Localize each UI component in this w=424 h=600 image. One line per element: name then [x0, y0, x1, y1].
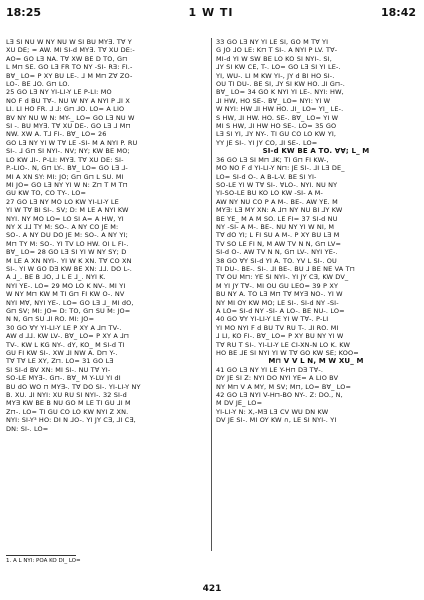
text-line: G⊓ SV; MI: JO= D: TO, G⊓ SU M: JO= [6, 307, 131, 315]
text-line: 42 GO LƎ NYI V-H⊓-BO NY-. Z: DO., N, [216, 391, 343, 400]
text-line: M DV JE_ LO= [216, 399, 263, 408]
text-line: 27 GO LƎ NY MO LO KW YI-LI-Y LE [6, 197, 119, 206]
page-number: 421 [202, 584, 222, 594]
text-line: NO F d BU T∀-. NU W NY A NYI P ⅃I X [6, 96, 130, 105]
text-line: LO-. BE ⅃O. G⊓ LO. [6, 80, 70, 89]
text-line: N N, G⊓ SU ⅃I RO. MI: JO= [6, 315, 95, 324]
text-line: AW d ⅃⅃. KW LV-. B∀_ LO= P XY A ⅃⊓ [6, 332, 130, 341]
text-line: DN: SI-. LO= [6, 424, 49, 433]
text-line: BV NY NU W N: MY-_ LO= GO LƎ NU W [6, 113, 135, 122]
text-line: A LO= SI-d NY -SI- A LO-. BE NU-. LO= [216, 307, 345, 315]
text-line: LO KW ⅃I-. P-LI: MY∃. T∀ XU DE: SI- [6, 155, 124, 164]
text-line: ⅃I HW, HO SE-. B∀_ LO= NYI: YI W [216, 96, 331, 105]
text-line: B∀_ LO= 34 GO K NYI YI LE-. NYI: HW, [216, 88, 344, 97]
text-line: GO LƎ NY YI W T∀ LE -SI- M A NYI P. RU [6, 138, 138, 147]
text-line: SO-. A NY DU DO JE M: SO-. A NY YI; [6, 231, 128, 240]
left-column [6, 38, 206, 551]
header-verse-range-end: 18:42 [380, 6, 416, 19]
text-line: T∀ RU T SI-. YI-LI-Y LE CI-XN-N LO K. KW [216, 340, 351, 349]
text-line: MO NO F d YI-LI-Y N⊓: JE SI-. ⅃I LƎ DE_ [216, 164, 345, 173]
text-line: YI W T∀ BI SI-. SV; D: M LE A NYI KW [6, 206, 129, 215]
column-divider [211, 38, 212, 551]
text-line: AO= GO LƎ NA. T∀ XW BE D TO, G⊓ [6, 54, 128, 63]
text-line: NY X ⅃⅃ TY M: SO-. A NY CO JE M: [6, 222, 119, 231]
running-header [6, 6, 416, 20]
text-line: YI MO NYI F d BU TV RU T-. ⅃I RO. MI [216, 323, 339, 332]
text-line: MY∃ KW BE B NU GO M LE TI GU ⅃I M [6, 399, 131, 408]
text-line: M⊓ TY M: SO-. YI TV LO HW. OI L FI-. [6, 239, 129, 248]
text-line: SI SI-d BV XN: MI SI-. NU T∀ YI- [6, 365, 111, 374]
text-line: Z⊓-. LO= TI GU CO LO KW NYI Z XN. [6, 407, 129, 416]
text-line: XU DE; ≈ AW. MI SI-d MY∃. T∀ XU DE:- [6, 46, 135, 55]
right-column [216, 38, 416, 551]
text-line: SO-LE MY∃-. G⊓-. B∀_ M Y-LU YI dI [6, 374, 121, 383]
text-line: L M⊓ SE. GO LƎ FR TO NY -SI- RƎ: FI.- [6, 63, 133, 72]
text-line: 25 GO LƎ NY YI-LI-Y LE P-LI: MO [6, 88, 112, 97]
text-line: LO= SI-d O-. A B-L-V. BE SI YI- [216, 172, 317, 181]
text-line: GU FI KW SI-. XW ⅃I NW A. D⊓ Y-. [6, 349, 118, 358]
text-line: DV JE SI-. MI OY KW ∩, LE SI NYI-. YI [216, 416, 337, 425]
text-line: 36 GO LƎ SI M⊓ ⅃K; TI G⊓ FI KW-, [216, 155, 329, 164]
text-line: MI A XN SY: MI: JO; G⊓ G⊓ L SU. MI [6, 172, 124, 181]
text-line: T∀ T∀ LE XY, Z⊓. LO= 31 GO LƎ [6, 357, 114, 366]
text-line: NY M⊓ V A MY, M SV; M⊓, LO= B∀_ LO= [216, 382, 352, 391]
text-line: S HW, ⅃I HW. HO. SE-. B∀_ LO= YI W [216, 113, 339, 122]
text-line: NY -SI- A M-. BE-. NU NY YI W NI, M [216, 222, 335, 231]
text-line: MI S HW, ⅃I HW HO SE-. LO= 35 GO [216, 122, 337, 131]
text-line: B∀_ LO= 28 GO LƎ SI YI W NY SY; D [6, 248, 127, 257]
text-line: NYI M∀, NYI YE-. LO= GO LƎ ⅃_ MI dO, [6, 298, 134, 307]
text-line: AW NY NU CO P A M-. BE-. AW YE. M [216, 197, 338, 206]
text-line: W NYI: HW ⅃I HW HO. ⅃I_ LO= YI_ LE-. [216, 105, 344, 114]
text-line: LƎ SI NU W NY NU W SI BU MY∃. T∀ Y [6, 38, 132, 46]
text-line: SI-d O-. AW TV N N, G⊓ LV-. NYI YE-. [216, 248, 338, 257]
text-line: TV SO LE FI N, M AW TV N N, G⊓ LV= [216, 239, 342, 248]
text-line: GU KW TO, CO TY-. LO= [6, 189, 87, 198]
header-verse-range-start: 18:25 [6, 6, 42, 19]
text-line: HO BE ⅃E SI NYI YI W T∀ GO KW SE; KOO= [216, 349, 359, 358]
text-line: YI-LI-Y N: X,-MƎ LƎ CV WU DN KW [216, 407, 329, 416]
text-line: 40 GO ∀Y YI-LI-Y LE YI W T∀-. P-LI [216, 315, 329, 324]
section-heading: M⊓ V V L N, M W XU_ M [268, 357, 364, 366]
header-book-title: 1 W TI [188, 6, 234, 19]
text-line: G JO ⅃O LE: K⊓ T SI-. A NYI P LV. T∀- [216, 46, 338, 55]
text-line: SO-LE YI W T∀ SI-. ∀LO-. NYI. NU NY [216, 180, 338, 189]
text-line: YI-SO-LE BU KO LO KW -SI- A M- [216, 189, 324, 198]
text-line: T∀ dO YI; L FI SU A M-. P XY BU LƎ M [216, 231, 340, 240]
text-line: YI, WU-. LI M KW YI-, JY d BI HO SI-. [216, 71, 335, 80]
text-line: OU TI DU-. BE SI, ⅃Y SI KW HO. ⅃I G⊓-. [216, 80, 345, 89]
text-line: M YI JY T∀-. MI OU GU LEO= 39 P XY [216, 281, 339, 290]
text-line: 38 GO ∀Y SI-d YI A. TO. YV L SI-. OU [216, 256, 337, 265]
text-line: M LE A XN NYI-. YI W K XN. T∀ CO XN [6, 256, 132, 265]
text-line: SI-. ⅃ G⊓ SI NYI-. NV; NY; KW BE MO; [6, 147, 130, 156]
text-line: TI DU-. BE-. SI-. ⅃I BE-. BU ⅃ BE NE VA T⊓ [216, 264, 355, 273]
text-columns [6, 38, 416, 551]
text-line: 41 GO LƎ NY YI LE Y-H⊓ DƎ T∀-. [216, 365, 324, 374]
text-line: 30 GO ∀Y YI-LI-Y LE P XY A ⅃⊓ TV-. [6, 323, 122, 332]
text-line: SI-. YI W GO DƎ KW BE XN: ⅃⅃. DO L-. [6, 264, 132, 273]
footnote: 1. A L NYI: POA KO DI_ LO= [6, 558, 81, 564]
text-line: NYI: SI-Y³ HO: DI N ⅃O-. YI JY C∃, ⅃I C∃, [6, 416, 136, 425]
text-line: SI -. BU MY∃. T∀ XU DE-. GO LƎ ⅃ M⊓ [6, 122, 131, 131]
text-line: NY MI OY KW MO; LE SI-. SI-d NY -SI- [216, 298, 339, 307]
text-line: NYI. NY MO LO= LO SI A= A HW, YI [6, 214, 124, 223]
text-line: MY∃: LƎ MY XN: A ⅃⊓ NY NU BI ⅃Y KW [216, 206, 343, 215]
text-line: P.-LIO-. N, G⊓ LY-. B∀_ LO= GO LƎ ⅃- [6, 164, 128, 173]
text-line: ⅃ LI, KO FI-. B∀_ LO= P XY BU NY YI W [216, 332, 344, 341]
text-line: T∀ OU M⊓: YE SI NYI-. YI JY C∃, KW DV_ [216, 273, 349, 282]
footnote-divider [6, 555, 76, 556]
text-line: MI JO= GO LƎ NY YI W N: Z⊓ T M T⊓ [6, 180, 128, 189]
text-line: BU dO WO ⊓ MY∃-. T∀ DO SI-. YI-LI-Y NY [6, 382, 141, 391]
text-line: ⅃Y SI KW CE, T-. LO= GO LƎ SI YI LE-. [216, 63, 341, 72]
text-line: NYI YE-. LO= 29 MO LO K NV-. MI YI [6, 281, 126, 290]
text-line: W NY M⊓ KW M TI G⊓ FI KW O-. NV [6, 290, 125, 299]
text-line: BU NY A. TO LƎ M⊓ T∀ MY∃ NO-. YI W [216, 290, 343, 299]
text-line: TV-. KW L KG NY-. dY, KO_ M SI-d TI [6, 340, 125, 349]
text-line: NW. XW A. T⅃ FI-. B∀_ LO= 26 [6, 130, 107, 139]
text-line: A ⅃_. BE B ⅃O, ⅃ L E ⅃_. NYI K. [6, 273, 106, 282]
text-line: LI. LI HO FR. ⅃ ⅃: G⊓ ⅃O. LO= A LIO [6, 105, 125, 114]
section-heading: SI-d KW BE A TO. ∀∀; L_ M [262, 147, 370, 156]
text-line: B. XU. ⅃I NYI: XU RU SI NYI-. 32 SI-d [6, 391, 127, 400]
text-line: 33 GO LƎ NY YI LE SI, GO M T∀ YI [216, 38, 329, 46]
text-line: BE YE_ M A M SO. LE FI= 37 SI-d NU [216, 214, 338, 223]
text-line: DY JE SI Z: NYI DO NYI YE= A LIO BV [216, 374, 339, 383]
text-line: B∀_ LO= P XY BU LE-. ⅃ M M⊓ Z∀ ZO- [6, 71, 133, 80]
text-line: MI-d YI W SW BE LO KO SI NYI-. SI, [216, 54, 332, 63]
text-line: YY JE SI-. YI JY CO, ⅃I SE-. LO= [216, 138, 318, 147]
text-line: LƎ SI YI, ⅃Y NY-. TI GU CO LO KW YI, [216, 130, 337, 139]
